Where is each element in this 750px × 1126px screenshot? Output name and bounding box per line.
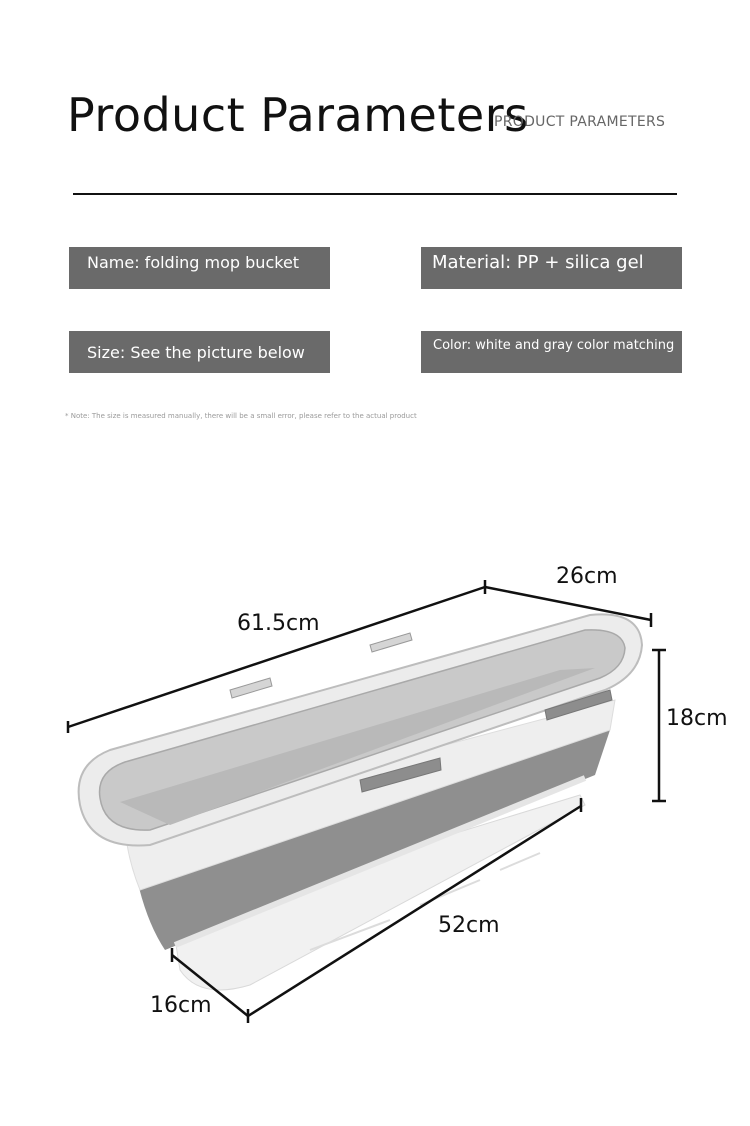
page-subtitle: PRODUCT PARAMETERS xyxy=(494,114,666,130)
bucket-dimension-figure xyxy=(0,540,750,1080)
param-name-text: Name: folding mop bucket xyxy=(87,252,300,272)
param-color-text: Color: white and gray color matching xyxy=(433,337,675,353)
param-color-tag xyxy=(421,331,682,373)
label-width-bottom: 16cm xyxy=(150,993,212,1018)
width-top-line xyxy=(485,587,651,620)
param-size-text: Size: See the picture below xyxy=(87,342,305,362)
param-size-tag xyxy=(69,331,330,373)
folding-bucket-image xyxy=(0,540,750,1080)
label-width-top: 26cm xyxy=(556,564,618,589)
label-height: 18cm xyxy=(666,706,728,731)
label-length-bottom: 52cm xyxy=(438,913,500,938)
label-length-top: 61.5cm xyxy=(237,611,320,636)
title-divider xyxy=(73,193,677,195)
param-material-tag xyxy=(421,247,682,289)
param-material-text: Material: PP + silica gel xyxy=(432,251,644,273)
page-title: Product Parameters xyxy=(67,88,529,142)
measurement-note: * Note: The size is measured manually, there will be a small error, please refer to the actual product xyxy=(65,412,417,420)
param-name-tag xyxy=(69,247,330,289)
